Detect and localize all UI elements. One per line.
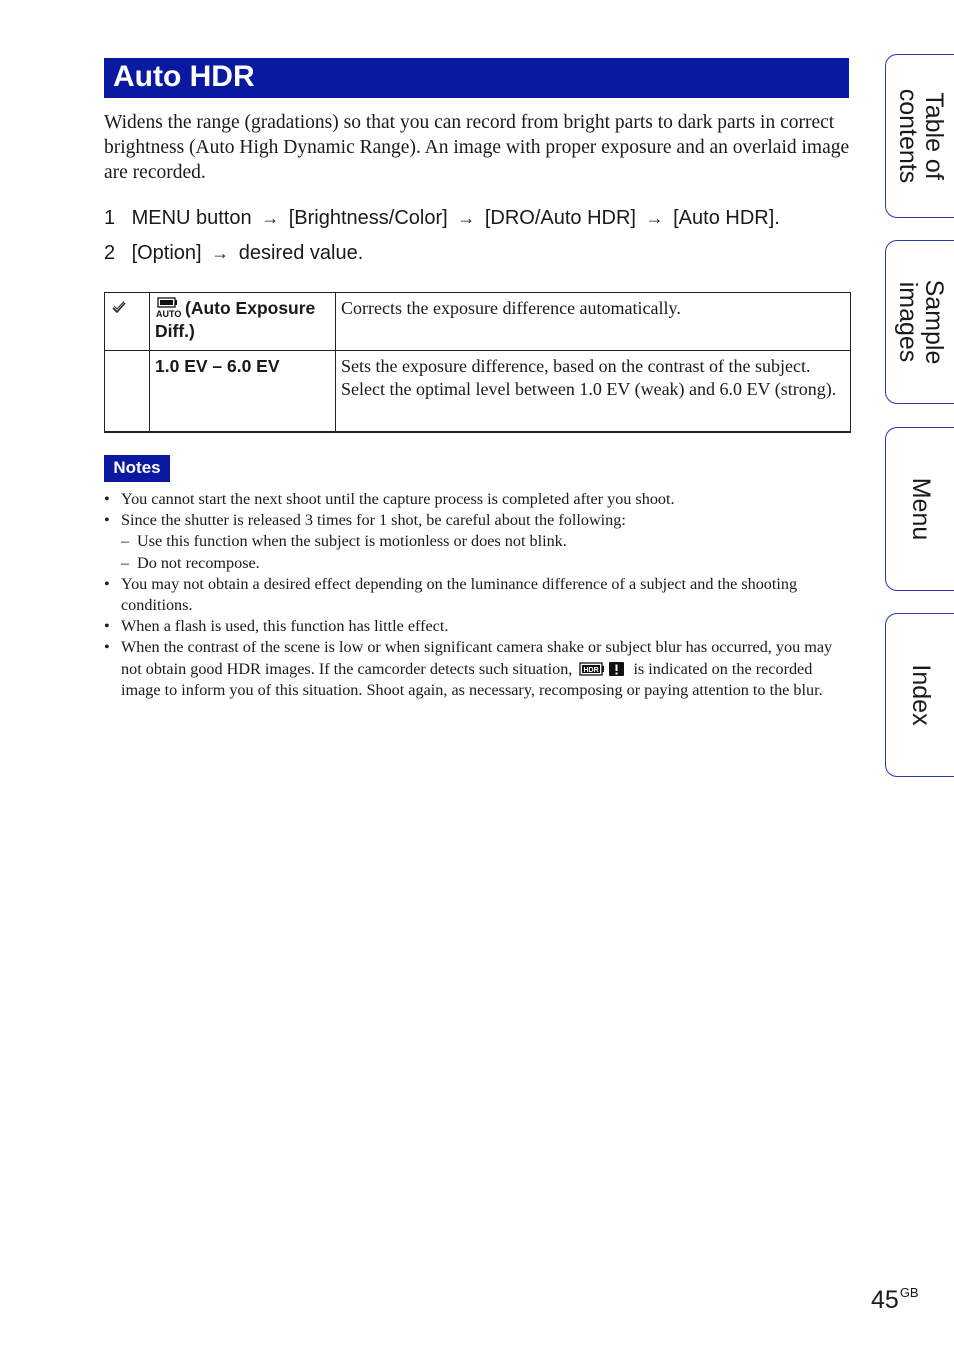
step-part: [Auto HDR]. (673, 207, 780, 229)
option-name-text: (Auto Exposure Diff.) (155, 298, 316, 341)
arrow-right-icon: → (261, 208, 280, 228)
step-number: 1 (104, 207, 116, 229)
title-bar (104, 58, 849, 98)
step-part: [DRO/Auto HDR] (484, 207, 636, 229)
default-marker-cell (105, 293, 150, 351)
notes-label: Notes (104, 455, 170, 482)
default-marker-cell (105, 351, 150, 433)
option-name: 1.0 EV – 6.0 EV (150, 351, 336, 433)
list-item (104, 637, 849, 701)
notes-list (104, 489, 849, 701)
tab-menu[interactable] (885, 427, 954, 591)
note-text: You may not obtain a desired effect depending on the luminance difference of a subject and the shooting conditions. (121, 574, 798, 615)
arrow-right-icon: → (457, 208, 476, 228)
intro-paragraph: Widens the range (gradations) so that you can record from bright parts to dark parts in correct brightness (Auto High Dynamic Range). An image with proper exposure and an overlaid image are recorded. (104, 112, 850, 183)
tab-label: Menu (906, 477, 935, 541)
step-part: [Option] (131, 242, 202, 264)
bullet: • (104, 574, 110, 593)
note-text: is indicated on the recorded image to inform you of this situation. Shoot again, as necessary, recomposing or paying attention to the blur. (121, 659, 823, 699)
default-check-icon (111, 300, 127, 316)
tab-index[interactable] (885, 613, 954, 777)
sub-note-text: Use this function when the subject is motionless or does not blink. (137, 532, 567, 551)
option-description: Corrects the exposure difference automatically. (336, 293, 851, 351)
list-item (104, 489, 849, 510)
options-table (104, 292, 851, 433)
step-1 (104, 205, 864, 231)
arrow-right-icon: → (645, 208, 664, 228)
tab-table-of-contents[interactable] (885, 54, 954, 218)
step-number: 2 (104, 242, 116, 264)
tab-sample-images[interactable] (885, 240, 954, 404)
tab-label: Table of contents (893, 88, 948, 184)
sub-note-text: Do not recompose. (137, 553, 260, 572)
list-item (104, 510, 849, 531)
page-region-suffix: GB (899, 1285, 919, 1300)
bullet: • (104, 617, 110, 636)
note-text: Since the shutter is released 3 times for 1 shot, be careful about the following: (121, 511, 626, 530)
page-number-value: 45 (871, 1286, 899, 1314)
page-number (871, 1278, 919, 1315)
bullet: • (104, 511, 110, 530)
hdr-auto-icon (155, 297, 181, 319)
note-text: When a flash is used, this function has little effect. (121, 617, 449, 636)
page-title: Auto HDR (113, 60, 255, 93)
step-part: MENU button (131, 207, 252, 229)
sub-list-item (104, 531, 849, 552)
step-2 (104, 240, 864, 266)
dash: – (121, 553, 130, 572)
list-item (104, 616, 849, 637)
svg-text:HDR: HDR (583, 666, 600, 674)
arrow-right-icon: → (211, 243, 230, 263)
hdr-warning-icon (579, 661, 625, 677)
step-part: desired value. (238, 242, 364, 264)
tab-label: Sample images (893, 279, 948, 365)
list-item (104, 574, 849, 616)
bullet: • (104, 490, 110, 508)
sub-list-item (104, 553, 849, 574)
table-row (105, 293, 851, 351)
tab-label: Index (906, 664, 935, 726)
note-text: You cannot start the next shoot until the capture process is completed after you shoot. (121, 490, 675, 508)
bullet: • (104, 638, 110, 657)
step-part: [Brightness/Color] (288, 207, 448, 229)
svg-text:AUTO: AUTO (156, 309, 181, 319)
dash: – (121, 532, 130, 551)
note-text: When the contrast of the scene is low or when significant camera shake or subject blur has occurred, you may not obtain good HDR images. If the camcorder detects such situation, (121, 638, 833, 678)
option-name (150, 293, 336, 351)
option-description: Sets the exposure difference, based on the contrast of the subject. Select the optimal level between 1.0 EV (weak) and 6.0 EV (strong). (336, 351, 851, 433)
table-row (105, 351, 851, 433)
